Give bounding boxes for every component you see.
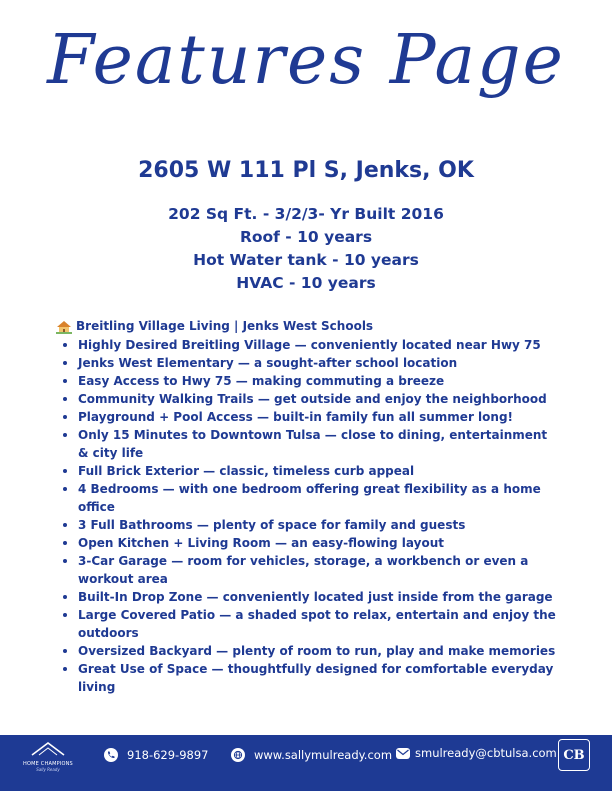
- list-item: Community Walking Trails — get outside and enjoy the neighborhood: [76, 390, 556, 408]
- list-item: Great Use of Space — thoughtfully designed for comfortable everyday living: [76, 660, 556, 696]
- website-link[interactable]: www.sallymulready.com: [254, 748, 393, 762]
- list-item: Only 15 Minutes to Downtown Tulsa — close to dining, entertainment & city life: [76, 426, 556, 462]
- email-contact[interactable]: [396, 746, 557, 760]
- logo-signature: Sally Ready: [36, 767, 60, 772]
- features-section: [56, 318, 556, 696]
- list-item: Full Brick Exterior — classic, timeless curb appeal: [76, 462, 556, 480]
- spec-line: Hot Water tank - 10 years: [193, 251, 419, 269]
- list-item: Large Covered Patio — a shaded spot to relax, entertain and enjoy the outdoors: [76, 606, 556, 642]
- list-item: Highly Desired Breitling Village — conveniently located near Hwy 75: [76, 336, 556, 354]
- phone-contact[interactable]: [104, 748, 208, 762]
- spec-line: HVAC - 10 years: [236, 274, 376, 292]
- house-logo-icon: [30, 741, 66, 757]
- list-item: 4 Bedrooms — with one bedroom offering great flexibility as a home office: [76, 480, 556, 516]
- contact-footer: [0, 735, 612, 791]
- section-heading: [56, 318, 556, 335]
- website-contact[interactable]: [231, 748, 392, 762]
- list-item: 3 Full Bathrooms — plenty of space for family and guests: [76, 516, 556, 534]
- spec-line: Roof - 10 years: [239, 228, 373, 246]
- home-champions-logo: [22, 741, 74, 783]
- list-item: Oversized Backyard — plenty of room to run, play and make memories: [76, 642, 556, 660]
- list-item: 3-Car Garage — room for vehicles, storage, a workbench or even a workout area: [76, 552, 556, 588]
- phone-number: 918-629-9897: [127, 748, 209, 762]
- globe-icon: [231, 748, 245, 762]
- list-item: Open Kitchen + Living Room — an easy-flowing layout: [76, 534, 556, 552]
- phone-icon: [104, 748, 118, 762]
- mail-icon: [396, 748, 410, 759]
- list-item: Jenks West Elementary — a sought-after school location: [76, 354, 556, 372]
- house-icon: [56, 320, 72, 334]
- coldwell-banker-logo: CB: [558, 739, 590, 771]
- spec-line: 202 Sq Ft. - 3/2/3- Yr Built 2016: [168, 205, 444, 223]
- logo-text: HOME CHAMPIONS: [23, 761, 73, 767]
- property-specs: [0, 203, 612, 295]
- property-address: 2605 W 111 Pl S, Jenks, OK: [138, 158, 474, 183]
- page-title: Features Page: [47, 21, 565, 100]
- features-list: [56, 336, 556, 696]
- list-item: Playground + Pool Access — built-in family fun all summer long!: [76, 408, 556, 426]
- section-heading-text: Breitling Village Living | Jenks West Schools: [76, 319, 374, 333]
- email-address[interactable]: smulready@cbtulsa.com: [415, 746, 557, 760]
- list-item: Easy Access to Hwy 75 — making commuting a breeze: [76, 372, 556, 390]
- list-item: Built-In Drop Zone — conveniently located just inside from the garage: [76, 588, 556, 606]
